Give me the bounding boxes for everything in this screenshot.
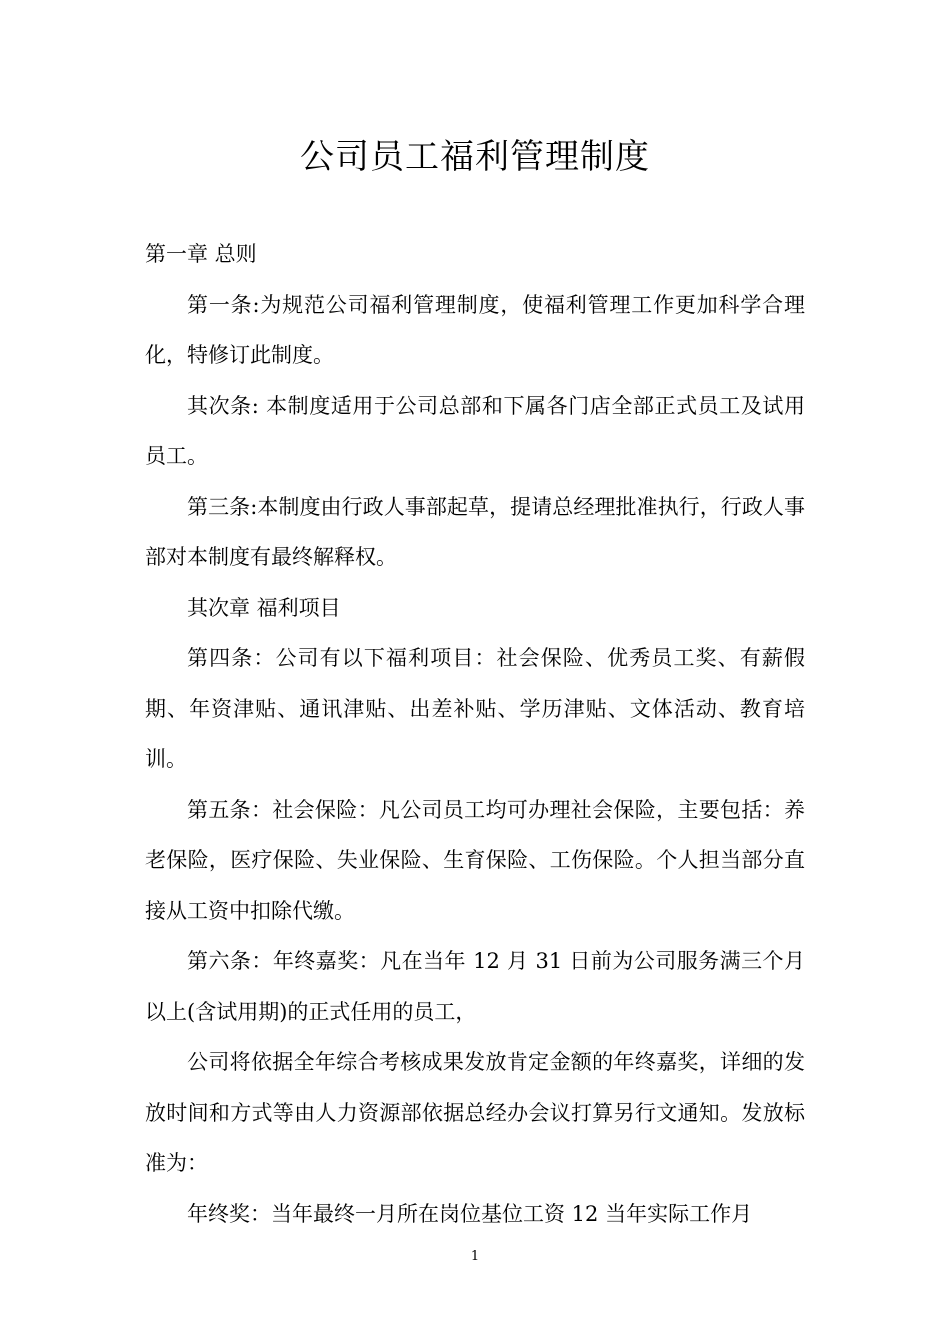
paragraph: 第四条：公司有以下福利项目：社会保险、优秀员工奖、有薪假期、年资津贴、通讯津贴、出差补贴、学历津贴、文体活动、教育培训。	[145, 646, 805, 771]
chapter-heading: 第一章 总则	[145, 242, 257, 266]
document-title: 公司员工福利管理制度	[300, 137, 650, 177]
document-body	[145, 229, 805, 1239]
paragraph: 第五条：社会保险：凡公司员工均可办理社会保险，主要包括：养老保险，医疗保险、失业保险、生育保险、工伤保险。个人担当部分直接从工资中扣除代缴。	[145, 797, 805, 923]
paragraph: 其次条: 本制度适用于公司总部和下属各门店全部正式员工及试用员工。	[145, 393, 805, 468]
paragraph: 第一条:为规范公司福利管理制度，使福利管理工作更加科学合理化，特修订此制度。	[145, 292, 805, 367]
page-number: 1	[470, 1249, 480, 1264]
paragraph: 公司将依据全年综合考核成果发放肯定金额的年终嘉奖，详细的发放时间和方式等由人力资源部依据总经办会议打算另行文通知。发放标准为：	[145, 1050, 805, 1175]
paragraph: 第六条：年终嘉奖：凡在当年 12 月 31 日前为公司服务满三个月以上(含试用期)的正式任用的员工，	[145, 949, 805, 1024]
paragraph: 年终奖：当年最终一月所在岗位基位工资 12 当年实际工作月	[187, 1201, 753, 1226]
chapter-heading: 其次章 福利项目	[187, 595, 341, 620]
paragraph: 第三条:本制度由行政人事部起草，提请总经理批准执行，行政人事部对本制度有最终解释权。	[145, 494, 805, 569]
